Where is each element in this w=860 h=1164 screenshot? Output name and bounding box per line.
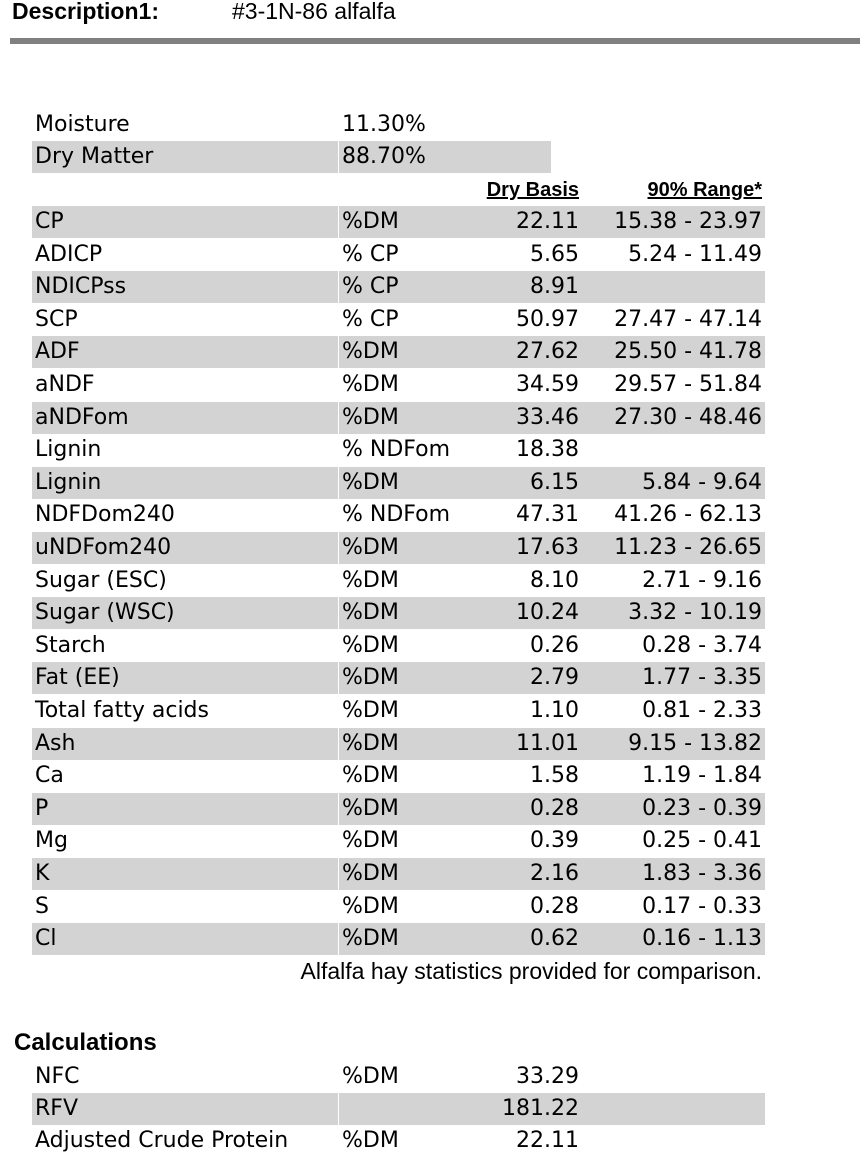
table-row [32, 402, 765, 434]
row-value: 47.31 [516, 502, 579, 528]
row-unit: %DM [342, 535, 399, 560]
row-name: RFV [35, 1096, 78, 1121]
row-name: P [35, 795, 49, 821]
row-value: 8.10 [530, 567, 579, 593]
header-divider [10, 38, 860, 44]
row-unit: %DM [342, 404, 399, 430]
row-name: uNDFom240 [35, 535, 172, 560]
table-row [32, 304, 765, 336]
row-unit: %DM [342, 209, 399, 234]
row-value: 0.26 [530, 632, 579, 658]
row-name: Cl [35, 926, 57, 952]
row-range: 1.77 - 3.35 [642, 665, 762, 691]
table-row [32, 565, 765, 597]
row-unit: % CP [342, 306, 399, 332]
row-unit: %DM [342, 763, 399, 789]
row-name: ADICP [35, 241, 103, 267]
table-row [32, 793, 765, 825]
row-range: 5.84 - 9.64 [642, 469, 762, 495]
table-row [32, 1093, 765, 1125]
row-range: 0.17 - 0.33 [642, 893, 762, 919]
row-value: 22.11 [516, 209, 579, 234]
table-row [32, 206, 765, 238]
row-range: 3.32 - 10.19 [628, 600, 762, 626]
row-unit: %DM [342, 861, 399, 886]
table-row [32, 825, 765, 857]
calculations-title: Calculations [14, 1029, 157, 1056]
row-name: ADF [35, 339, 80, 365]
row-name: Mg [35, 828, 68, 854]
table-row [32, 369, 765, 401]
row-range: 15.38 - 23.97 [614, 209, 762, 234]
row-unit: %DM [342, 795, 399, 821]
row-range: 1.19 - 1.84 [642, 763, 762, 789]
table-row [32, 434, 765, 466]
row-value: 0.39 [530, 828, 579, 854]
row-value: 50.97 [516, 306, 579, 332]
row-range: 0.25 - 0.41 [642, 828, 762, 854]
row-unit: %DM [342, 600, 399, 626]
row-range: 11.23 - 26.65 [614, 535, 762, 560]
table-row [32, 271, 765, 303]
row-value: 2.79 [530, 665, 579, 691]
row-unit: %DM [342, 469, 399, 495]
row-range: 2.71 - 9.16 [642, 567, 762, 593]
row-name: Lignin [35, 437, 102, 463]
row-unit: % NDFom [342, 502, 451, 528]
row-range: 1.83 - 3.36 [642, 861, 762, 886]
row-unit: %DM [342, 730, 399, 756]
description-value: #3-1N-86 alfalfa [232, 0, 396, 24]
range-header: 90% Range* [647, 179, 762, 201]
row-range: 41.26 - 62.13 [614, 502, 762, 528]
row-value: 1.10 [530, 698, 579, 723]
row-range: 27.30 - 48.46 [614, 404, 762, 430]
table-row [32, 336, 765, 368]
row-name: NDFDom240 [35, 502, 175, 528]
row-name: Sugar (WSC) [35, 600, 175, 626]
row-name: SCP [35, 306, 78, 332]
row-unit: % CP [342, 241, 399, 267]
row-range: 27.47 - 47.14 [614, 306, 762, 332]
row-value: 17.63 [516, 535, 579, 560]
row-value: 11.01 [516, 730, 579, 756]
row-value: 5.65 [530, 241, 579, 267]
description-label: Description1: [12, 0, 159, 24]
row-name: CP [35, 209, 64, 234]
row-unit: %DM [342, 893, 399, 919]
row-name: Starch [35, 632, 106, 658]
row-unit: %DM [342, 1064, 399, 1089]
dry-matter-row [32, 141, 551, 173]
row-value: 27.62 [516, 339, 579, 365]
report-header [12, 0, 860, 28]
row-name: Sugar (ESC) [35, 567, 167, 593]
row-unit: % NDFom [342, 437, 451, 463]
row-name: NDICPss [35, 274, 127, 300]
row-name: aNDF [35, 372, 95, 397]
table-row [32, 1061, 765, 1093]
row-range: 5.24 - 11.49 [628, 241, 762, 267]
table-row [32, 858, 765, 890]
table-row [32, 923, 765, 955]
row-value: 0.28 [530, 893, 579, 919]
row-value: 1.58 [530, 763, 579, 789]
row-unit: %DM [342, 339, 399, 365]
row-range: 29.57 - 51.84 [614, 372, 762, 397]
row-unit: % CP [342, 274, 399, 300]
table-row [32, 239, 765, 271]
row-value: 33.29 [516, 1064, 579, 1089]
row-unit: %DM [342, 828, 399, 854]
row-range: 25.50 - 41.78 [614, 339, 762, 365]
row-name: NFC [35, 1064, 80, 1089]
table-row [32, 597, 765, 629]
row-unit: %DM [342, 372, 399, 397]
table-row [32, 1125, 765, 1157]
row-value: 6.15 [530, 469, 579, 495]
row-name: Total fatty acids [35, 698, 209, 723]
row-range: 0.16 - 1.13 [642, 926, 762, 952]
table-row [32, 891, 765, 923]
row-range: 9.15 - 13.82 [628, 730, 762, 756]
table-row [32, 467, 765, 499]
row-value: 33.46 [516, 404, 579, 430]
row-name: Ca [35, 763, 64, 789]
row-name: Ash [35, 730, 76, 756]
row-value: 2.16 [530, 861, 579, 886]
row-value: 10.24 [516, 600, 579, 626]
dry-matter-label: Dry Matter [35, 144, 154, 169]
moisture-label: Moisture [35, 112, 130, 137]
table-row [32, 728, 765, 760]
row-unit: %DM [342, 665, 399, 691]
row-name: aNDFom [35, 404, 129, 430]
row-value: 181.22 [502, 1096, 579, 1121]
table-row [32, 532, 765, 564]
row-value: 0.28 [530, 795, 579, 821]
row-unit: %DM [342, 1128, 399, 1153]
row-value: 18.38 [516, 437, 579, 463]
row-name: S [35, 893, 49, 919]
row-name: Lignin [35, 469, 102, 495]
row-value: 22.11 [516, 1128, 579, 1153]
moisture-value: 11.30% [342, 112, 426, 137]
row-name: Adjusted Crude Protein [35, 1128, 289, 1153]
table-row [32, 760, 765, 792]
row-value: 8.91 [530, 274, 579, 300]
table-row [32, 630, 765, 662]
row-unit: %DM [342, 926, 399, 952]
row-unit: %DM [342, 632, 399, 658]
row-unit: %DM [342, 567, 399, 593]
dry-matter-value: 88.70% [342, 144, 426, 169]
row-value: 34.59 [516, 372, 579, 397]
row-unit: %DM [342, 698, 399, 723]
row-name: K [35, 861, 50, 886]
dry-basis-header: Dry Basis [486, 179, 579, 201]
row-range: 0.28 - 3.74 [642, 632, 762, 658]
row-range: 0.81 - 2.33 [642, 698, 762, 723]
row-value: 0.62 [530, 926, 579, 952]
row-range: 0.23 - 0.39 [642, 795, 762, 821]
table-row [32, 662, 765, 694]
comparison-note: Alfalfa hay statistics provided for comparison. [300, 958, 762, 984]
moisture-row [32, 109, 765, 141]
row-name: Fat (EE) [35, 665, 120, 691]
table-row [32, 695, 765, 727]
table-row [32, 499, 765, 531]
